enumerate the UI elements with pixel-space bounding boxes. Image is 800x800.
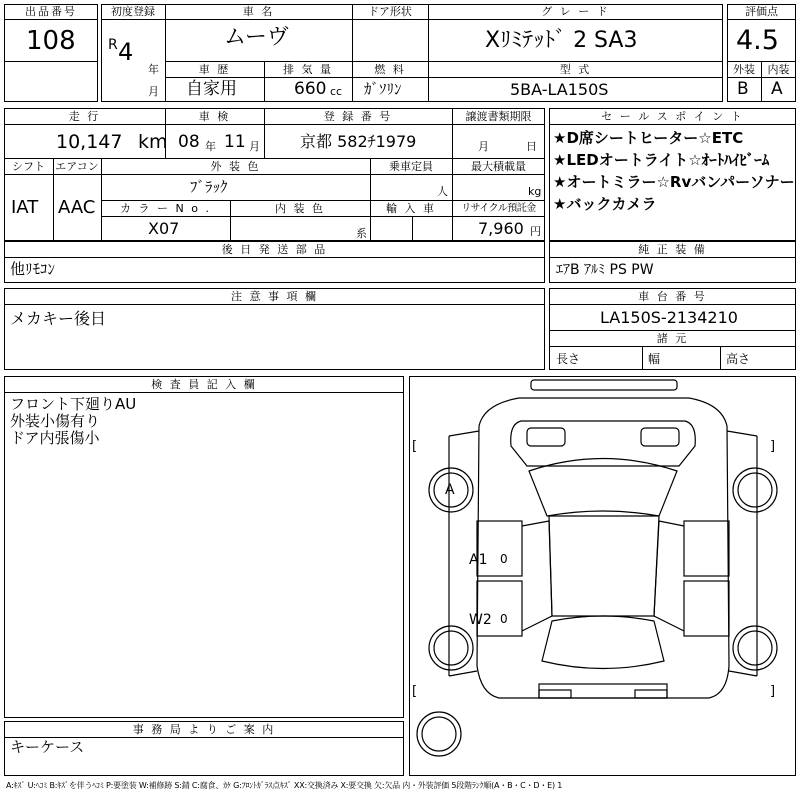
cc-unit: cc xyxy=(330,85,343,98)
damage-mark-a: A xyxy=(445,482,455,498)
width-label: 幅 xyxy=(648,352,661,366)
recycle-value: 7,960 xyxy=(478,219,524,238)
inspection-year: 08 xyxy=(178,132,200,152)
capacity-header: 乗車定員 xyxy=(389,160,433,173)
legend-text: A:ｷｽﾞ U:ﾍｺﾐ B:ｷｽﾞを伴うﾍｺﾐ P:要塗装 W:補修跡 S:錆 C:腐食、ｶｹ G:ﾌﾛﾝﾄｶﾞﾗｽ点ｷｽﾞ XX:交換済み X:要交換 欠:欠品 内・外装評価 5段階ﾗﾝｸ順(A・B・C・D・E) 1 xyxy=(6,781,563,790)
door-header: ドア形状 xyxy=(368,5,412,18)
chassis-value: LA150S-2134210 xyxy=(600,308,738,327)
first-registration-header: 初度登録 xyxy=(111,5,155,18)
grade-value: Xﾘﾐﾃｯﾄﾞ 2 SA3 xyxy=(485,28,638,53)
max-load-unit: kg xyxy=(528,185,542,198)
bracket-left-bottom: [ xyxy=(412,684,418,699)
history-header: 車 歴 xyxy=(198,63,231,76)
doc-day-unit: 日 xyxy=(526,140,537,153)
mileage-value: 10,147 xyxy=(56,131,123,153)
dimensions-header: 諸 元 xyxy=(656,332,689,345)
model-header: 型 式 xyxy=(559,63,592,76)
import-header: 輸 入 車 xyxy=(386,202,436,215)
inspector-note-3: ドア内張傷小 xyxy=(10,429,100,447)
aircon-header: エアコン xyxy=(55,160,99,173)
inspection-header: 車 検 xyxy=(198,110,231,123)
inspector-notes-header: 検 査 員 記 入 欄 xyxy=(151,378,257,391)
office-notes-header: 事 務 局 よ り ご 案 内 xyxy=(132,723,276,736)
genuine-equipment-value: ｴｱB ｱﾙﾐ PS PW xyxy=(556,262,654,278)
shift-header: シフト xyxy=(12,160,45,173)
car-name: ムーヴ xyxy=(224,25,289,50)
era-letter: R xyxy=(108,37,118,53)
car-name-header: 車 名 xyxy=(242,5,275,18)
sales-point-3: ★オートミラー☆Rvバンパーソナー xyxy=(553,173,795,191)
registration-year: 4 xyxy=(118,38,134,66)
exterior-header: 外装 xyxy=(733,63,755,76)
caution-value: メカキー後日 xyxy=(10,309,107,328)
later-parts-header: 後 日 発 送 部 品 xyxy=(221,243,328,256)
fuel-header: 燃 料 xyxy=(374,63,406,76)
doc-month-unit: 月 xyxy=(478,140,489,153)
inspector-note-1: フロント下廻りAU xyxy=(10,395,137,413)
inspection-year-unit: 年 xyxy=(205,140,216,153)
model-value: 5BA-LA150S xyxy=(510,80,609,99)
height-label: 高さ xyxy=(726,352,751,366)
genuine-equipment-header: 純 正 装 備 xyxy=(638,243,707,256)
inspection-month-unit: 月 xyxy=(249,140,260,153)
damage-mark-a1: A1 xyxy=(469,552,488,568)
mileage-header: 走 行 xyxy=(68,110,101,123)
transfer-doc-header: 譲渡書類期限 xyxy=(465,110,532,123)
max-load-header: 最大積載量 xyxy=(471,160,526,173)
damage-mark-zero-2: 0 xyxy=(500,612,508,626)
year-unit: 年 xyxy=(148,63,159,76)
car-outline-diagram xyxy=(409,376,796,776)
displacement-value: 660 xyxy=(294,79,327,99)
displacement-header: 排 気 量 xyxy=(283,63,333,76)
bracket-right-bottom: ] xyxy=(770,684,776,699)
month-unit: 月 xyxy=(148,85,159,98)
caution-header: 注 意 事 項 欄 xyxy=(231,290,318,303)
color-no-value: X07 xyxy=(148,219,180,238)
chassis-header: 車 台 番 号 xyxy=(638,290,707,303)
recycle-header: リサイクル預託金 xyxy=(461,203,536,214)
int-color-header: 内 装 色 xyxy=(275,202,325,215)
later-parts-value: 他ﾘﾓｺﾝ xyxy=(10,260,56,278)
bracket-left-top: [ xyxy=(412,439,418,454)
inspector-note-2: 外装小傷有り xyxy=(10,412,101,430)
sales-point-4: ★バックカメラ xyxy=(553,195,657,213)
bracket-right-top: ] xyxy=(770,439,776,454)
capacity-unit: 人 xyxy=(437,185,448,198)
registration-number: 京都 582ﾁ1979 xyxy=(300,132,417,151)
office-notes-value: キーケース xyxy=(10,738,85,756)
shift-value: IAT xyxy=(11,197,39,218)
lot-number-header: 出品番号 xyxy=(25,5,77,18)
interior-grade: A xyxy=(771,79,783,99)
color-no-header: カ ラ ー N o . xyxy=(120,202,211,215)
interior-header: 内装 xyxy=(767,63,790,76)
yen-unit: 円 xyxy=(530,225,541,238)
sales-point-2: ★LEDオートライト☆ｵｰﾄﾊｲﾋﾞｰﾑ xyxy=(553,151,770,169)
history-value: 自家用 xyxy=(186,79,237,99)
score-value: 4.5 xyxy=(736,25,779,56)
ext-color-value: ﾌﾞﾗｯｸ xyxy=(190,178,228,196)
sales-point-header: セ ー ル ス ポ イ ン ト xyxy=(601,110,744,123)
registration-number-header: 登 録 番 号 xyxy=(323,110,393,123)
score-header: 評価点 xyxy=(745,5,778,18)
damage-mark-zero-1: 0 xyxy=(500,552,508,566)
sales-point-1: ★D席シートヒーター☆ETC xyxy=(553,129,744,147)
km-unit: km xyxy=(138,131,168,153)
lot-number: 108 xyxy=(26,26,76,56)
grade-header: グ レ ー ド xyxy=(541,5,610,18)
fuel-value: ｶﾞｿﾘﾝ xyxy=(364,80,402,98)
ext-color-header: 外 装 色 xyxy=(210,160,261,173)
damage-mark-w2: W2 xyxy=(469,612,492,628)
inspection-month: 11 xyxy=(224,132,246,152)
exterior-grade: B xyxy=(737,79,749,99)
length-label: 長さ xyxy=(556,352,581,366)
aircon-value: AAC xyxy=(58,197,96,218)
int-color-unit: 系 xyxy=(356,227,367,240)
